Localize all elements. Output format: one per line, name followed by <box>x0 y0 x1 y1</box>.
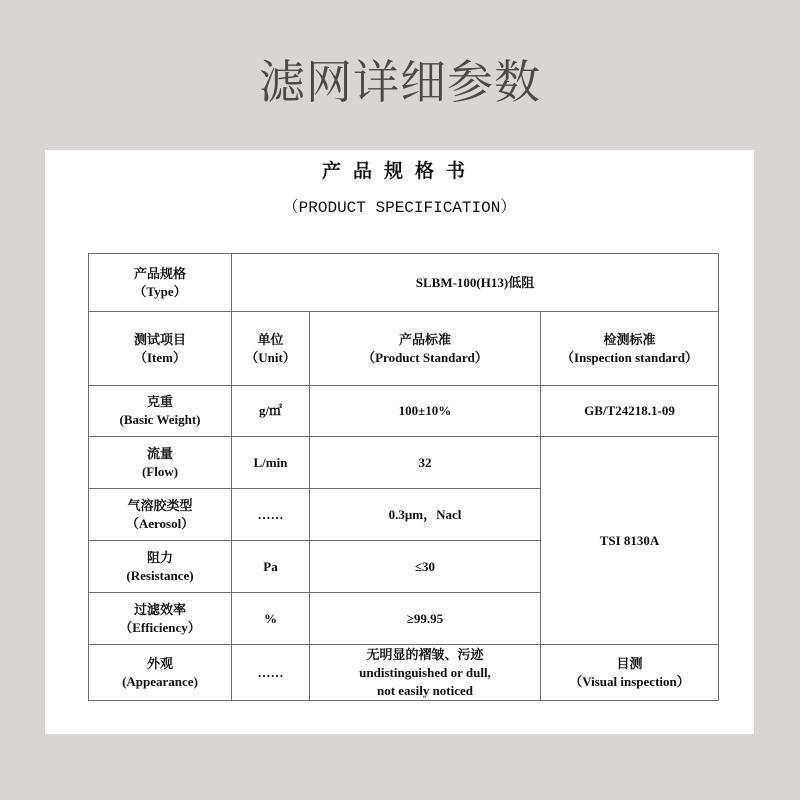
unit-cell: g/㎡ <box>232 386 310 437</box>
item-cell <box>89 437 232 489</box>
item-cell <box>89 541 232 593</box>
item-cell <box>89 645 232 701</box>
item-en: (Flow) <box>141 463 179 479</box>
header-product-standard <box>310 312 541 386</box>
header-inspection-cn: 检测标准 <box>603 331 656 347</box>
item-en: (Appearance) <box>122 673 198 689</box>
unit-cell: L/min <box>232 437 310 489</box>
standard-cell: 0.3μm，Nacl <box>310 489 541 541</box>
table-row <box>89 386 719 437</box>
item-en: (Resistance) <box>126 567 194 583</box>
type-label-cn: 产品规格 <box>133 265 186 281</box>
unit-cell: …… <box>232 645 310 701</box>
standard-line-en-1: undistinguished or dull, <box>359 664 491 680</box>
header-unit-en: （Unit） <box>245 349 296 365</box>
unit-cell: % <box>232 593 310 645</box>
document-title: 产品规格书 <box>321 160 477 182</box>
header-unit <box>232 312 310 386</box>
page-title: 滤网详细参数 <box>259 55 541 109</box>
item-en: (Basic Weight) <box>119 412 201 427</box>
type-label-cell <box>89 254 232 312</box>
item-cell <box>89 593 232 645</box>
table-row <box>89 437 719 489</box>
header-inspection-en: （Inspection standard） <box>561 349 698 365</box>
standard-line-cn: 无明显的褶皱、污迹 <box>366 646 484 662</box>
type-row <box>89 254 719 312</box>
header-standard-cn: 产品标准 <box>398 331 451 347</box>
header-unit-cn: 单位 <box>257 331 284 347</box>
header-standard-en: （Product Standard） <box>362 349 488 365</box>
item-cn: 气溶胶类型 <box>127 497 193 513</box>
type-value-cell: SLBM-100(H13)低阻 <box>232 254 719 312</box>
header-row <box>89 312 719 386</box>
item-cn: 外观 <box>146 655 173 671</box>
table-row <box>89 645 719 701</box>
spec-table <box>88 253 719 701</box>
type-label-en: （Type） <box>133 283 187 299</box>
unit-cell: …… <box>232 489 310 541</box>
standard-cell: 100±10% <box>310 386 541 437</box>
standard-line-en-2: not easily noticed <box>376 682 474 698</box>
inspection-en: （Visual inspection） <box>569 673 690 689</box>
inspection-cell: GB/T24218.1-09 <box>541 386 719 437</box>
header-inspection-standard <box>541 312 719 386</box>
inspection-cn: 目测 <box>616 655 643 671</box>
header-item-cn: 测试项目 <box>133 331 186 347</box>
inspection-cell-merged: TSI 8130A <box>541 437 719 645</box>
standard-cell: ≥99.95 <box>310 593 541 645</box>
item-cn: 克重 <box>146 394 173 409</box>
item-en: （Efficiency） <box>119 619 201 635</box>
item-cn: 流量 <box>146 445 173 461</box>
unit-cell: Pa <box>232 541 310 593</box>
item-cn: 过滤效率 <box>133 601 186 617</box>
standard-cell: ≤30 <box>310 541 541 593</box>
inspection-cell <box>541 645 719 701</box>
item-en: （Aerosol） <box>125 515 195 531</box>
header-item <box>89 312 232 386</box>
item-cn: 阻力 <box>146 549 173 565</box>
item-cell <box>89 489 232 541</box>
item-cell <box>89 386 232 437</box>
document-subtitle: （PRODUCT SPECIFICATION） <box>282 199 517 217</box>
spec-sheet-panel <box>45 150 754 734</box>
header-item-en: （Item） <box>134 349 186 365</box>
standard-cell <box>310 645 541 701</box>
standard-cell: 32 <box>310 437 541 489</box>
